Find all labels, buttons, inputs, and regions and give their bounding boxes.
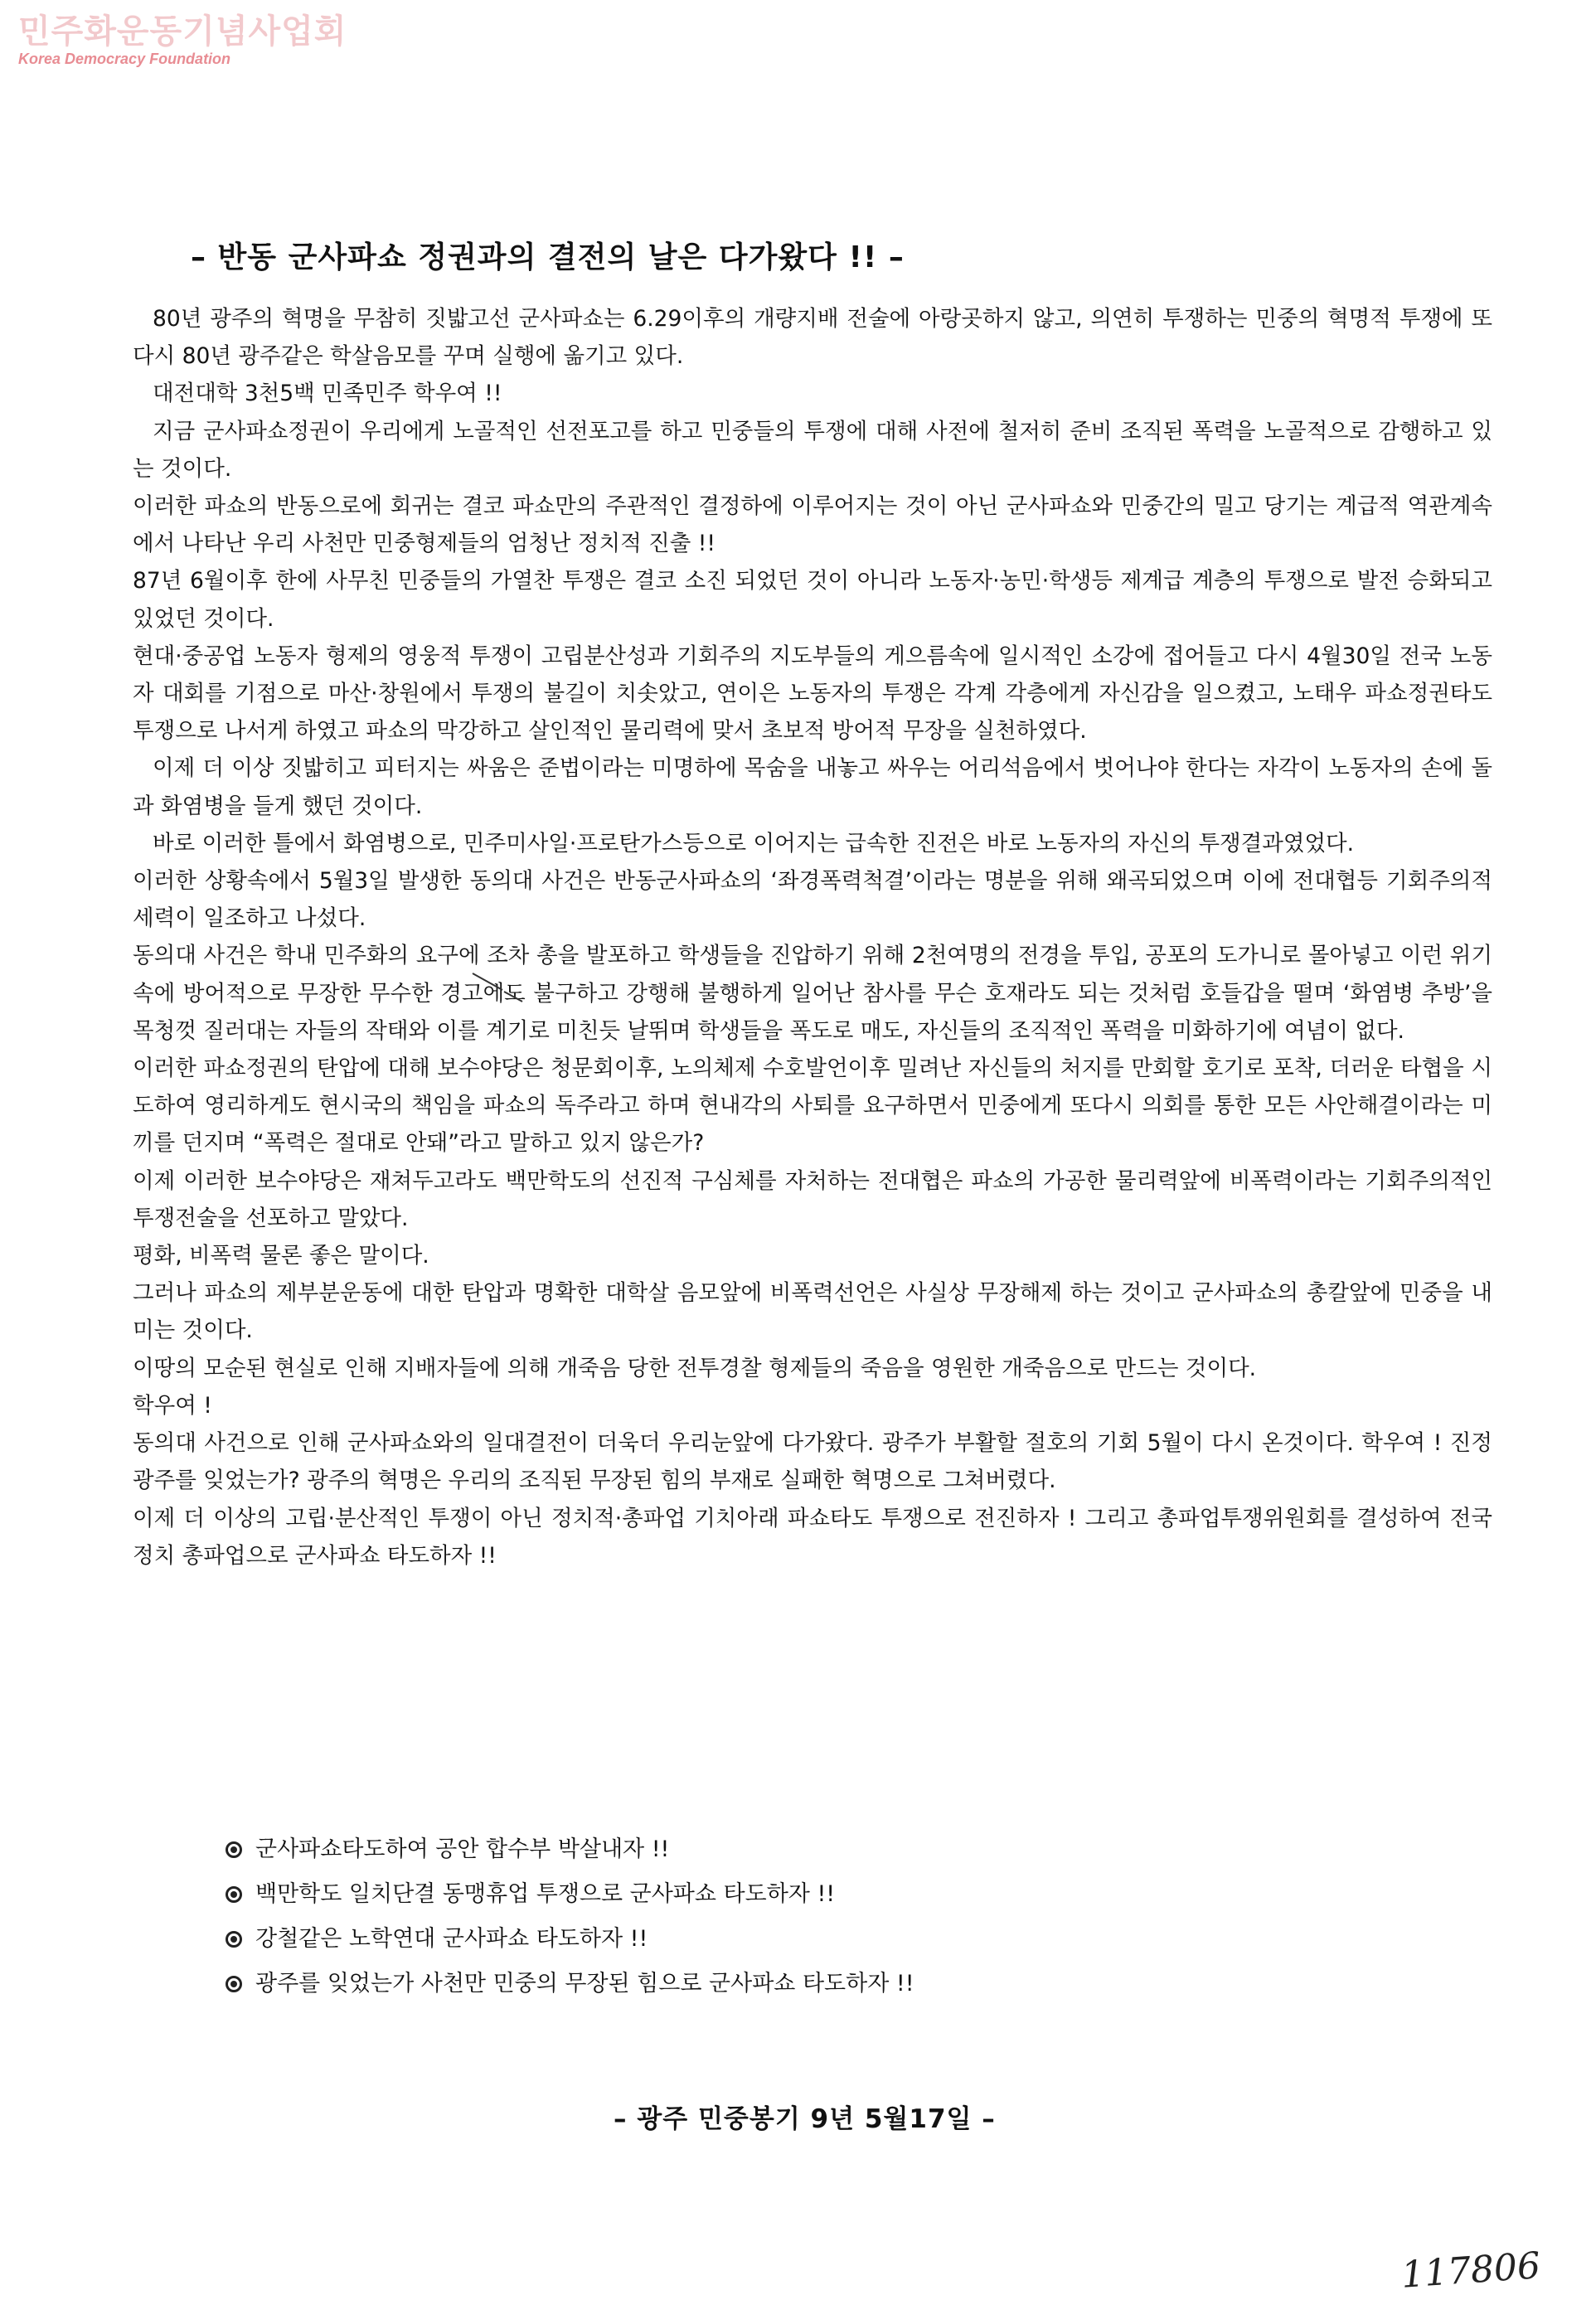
body-paragraph: 학우여 ! bbox=[133, 1392, 212, 1419]
watermark-logo bbox=[18, 12, 347, 68]
body-paragraph: 이제 이러한 보수야당은 재쳐두고라도 백만학도의 선진적 구심체를 자처하는 전대협은 파쇼의 가공한 물리력앞에 비폭력이라는 기회주의적인 투쟁전술을 선포하고 말았다. bbox=[133, 1167, 1492, 1231]
body-paragraph: 이러한 파쇼정권의 탄압에 대해 보수야당은 청문회이후, 노의체제 수호발언이후 밀려난 자신들의 처지를 만회할 호기로 포착, 더러운 타협을 시도하여 영리하게도 현시국의 책임을 파쇼의 독주라고 하며 현내각의 사퇴를 요구하면서 민중에게 또다시 의회를 통한 모든 사안해결이라는 미끼를 던지며 “폭력은 절대로 안돼”라고 말하고 있지 않은가? bbox=[133, 1055, 1492, 1157]
document-title: – 반동 군사파쇼 정권과의 결전의 날은 다가왔다 !! – bbox=[191, 240, 905, 274]
body-paragraph: 동의대 사건은 학내 민주화의 요구에 조차 총을 발포하고 학생들을 진압하기 위해 2천여명의 전경을 투입, 공포의 도가니로 몰아넣고 이런 위기속에 방어적으로 무장한 무수한 경고에도 불구하고 강행해 불행하게 일어난 참사를 무슨 호재라도 되는 것처럼 호들갑을 떨며 ‘화염병 추방’을 목청껏 질러대는 자들의 작태와 이를 계기로 미친듯 날뛰며 학생들을 폭도로 매도, 자신들의 조직적인 폭력을 미화하기에 여념이 없다. bbox=[133, 943, 1492, 1044]
bullseye-bullet-icon bbox=[226, 1931, 242, 1948]
slogan-text: 백만학도 일치단결 동맹휴업 투쟁으로 군사파쇼 타도하자 !! bbox=[255, 1881, 836, 1907]
handwritten-archive-number: 117806 bbox=[1400, 2244, 1542, 2297]
document-body bbox=[133, 300, 1492, 1574]
body-paragraph: 지금 군사파쇼정권이 우리에게 노골적인 선전포고를 하고 민중들의 투쟁에 대해 사전에 철저히 준비 조직된 폭력을 노골적으로 감행하고 있는 것이다. bbox=[133, 418, 1492, 482]
bullseye-bullet-icon bbox=[226, 1886, 242, 1903]
body-paragraph: 80년 광주의 혁명을 무참히 짓밟고선 군사파쇼는 6.29이후의 개량지배 전술에 아랑곳하지 않고, 의연히 투쟁하는 민중의 혁명적 투쟁에 또다시 80년 광주같은 학살음모를 꾸며 실행에 옮기고 있다. bbox=[133, 306, 1492, 370]
body-paragraph: 그러나 파쇼의 제부분운동에 대한 탄압과 명확한 대학살 음모앞에 비폭력선언은 사실상 무장해제 하는 것이고 군사파쇼의 총칼앞에 민중을 내미는 것이다. bbox=[133, 1280, 1492, 1344]
document-footer: – 광주 민중봉기 9년 5월17일 – bbox=[614, 2104, 996, 2134]
bullseye-bullet-icon bbox=[226, 1841, 242, 1858]
slogan-item bbox=[226, 1827, 1303, 1872]
watermark-korean: 민주화운동기념사업회 bbox=[18, 12, 347, 51]
body-paragraph: 이러한 파쇼의 반동으로에 회귀는 결코 파쇼만의 주관적인 결정하에 이루어지는 것이 아닌 군사파쇼와 민중간의 밀고 당기는 계급적 역관계속에서 나타난 우리 사천만 민중형제들의 엄청난 정치적 진출 !! bbox=[133, 493, 1492, 557]
slogan-text: 광주를 잊었는가 사천만 민중의 무장된 힘으로 군사파쇼 타도하자 !! bbox=[255, 1971, 914, 1997]
body-paragraph: 이제 더 이상의 고립·분산적인 투쟁이 아닌 정치적·총파업 기치아래 파쇼타도 투쟁으로 전진하자 ! 그리고 총파업투쟁위원회를 결성하여 전국 정치 총파업으로 군사파쇼 타도하자 !! bbox=[133, 1505, 1492, 1569]
body-paragraph: 이땅의 모순된 현실로 인해 지배자들에 의해 개죽음 당한 전투경찰 형제들의 죽음을 영원한 개죽음으로 만드는 것이다. bbox=[133, 1355, 1257, 1381]
bullseye-bullet-icon bbox=[226, 1976, 242, 1992]
slogan-list bbox=[226, 1827, 1303, 2006]
body-paragraph: 이제 더 이상 짓밟히고 피터지는 싸움은 준법이라는 미명하에 목숨을 내놓고 싸우는 어리석음에서 벗어나야 한다는 자각이 노동자의 손에 돌과 화염병을 들게 했던 것이다. bbox=[133, 755, 1492, 819]
slogan-item bbox=[226, 1962, 1303, 2006]
slogan-text: 강철같은 노학연대 군사파쇼 타도하자 !! bbox=[255, 1926, 648, 1952]
pen-stroke-mark bbox=[471, 972, 529, 1005]
slogan-text: 군사파쇼타도하여 공안 합수부 박살내자 !! bbox=[255, 1836, 670, 1862]
body-paragraph: 평화, 비폭력 물론 좋은 말이다. bbox=[133, 1243, 429, 1269]
slogan-item bbox=[226, 1872, 1303, 1917]
body-paragraph: 87년 6월이후 한에 사무친 민중들의 가열찬 투쟁은 결코 소진 되었던 것이 아니라 노동자·농민·학생등 제계급 계층의 투쟁으로 발전 승화되고 있었던 것이다. bbox=[133, 568, 1492, 632]
body-paragraph: 동의대 사건으로 인해 군사파쇼와의 일대결전이 더욱더 우리눈앞에 다가왔다. 광주가 부활할 절호의 기회 5월이 다시 온것이다. 학우여 ! 진정 광주를 잊었는가? 광주의 혁명은 우리의 조직된 무장된 힘의 부재로 실패한 혁명으로 그쳐버렸다. bbox=[133, 1430, 1492, 1494]
body-paragraph: 바로 이러한 틀에서 화염병으로, 민주미사일·프로탄가스등으로 이어지는 급속한 진전은 바로 노동자의 자신의 투쟁결과였었다. bbox=[153, 830, 1355, 856]
body-paragraph: 대전대학 3천5백 민족민주 학우여 !! bbox=[153, 381, 502, 407]
body-paragraph: 현대·중공업 노동자 형제의 영웅적 투쟁이 고립분산성과 기회주의 지도부들의 게으름속에 일시적인 소강에 접어들고 다시 4월30일 전국 노동자 대회를 기점으로 마산·창원에서 투쟁의 불길이 치솟았고, 연이은 노동자의 투쟁은 각계 각층에게 자신감을 일으켰고, 노태우 파쇼정권타도 투쟁으로 나서게 하였고 파쇼의 막강하고 살인적인 물리력에 맞서 초보적 방어적 무장을 실천하였다. bbox=[133, 643, 1492, 745]
body-paragraph: 이러한 상황속에서 5월3일 발생한 동의대 사건은 반동군사파쇼의 ‘좌경폭력척결’이라는 명분을 위해 왜곡되었으며 이에 전대협등 기회주의적 세력이 일조하고 나섰다. bbox=[133, 868, 1492, 932]
watermark-english: Korea Democracy Foundation bbox=[18, 51, 231, 67]
slogan-item bbox=[226, 1917, 1303, 1962]
